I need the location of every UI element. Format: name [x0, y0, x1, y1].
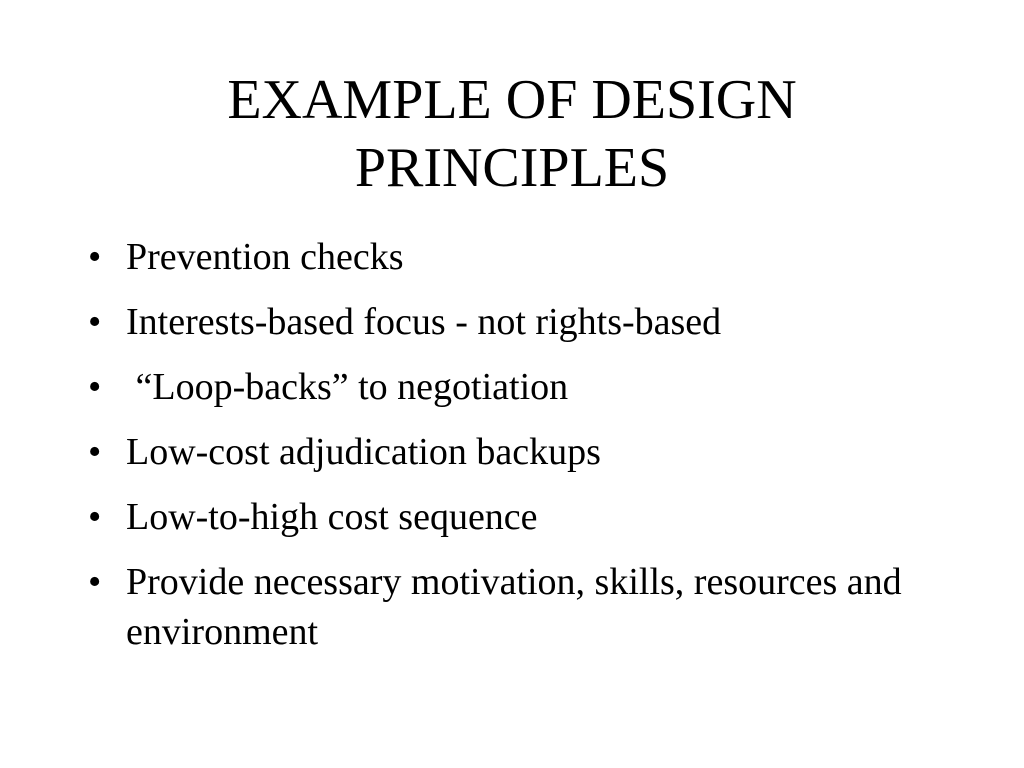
bullet-icon: •	[88, 301, 102, 343]
bullet-icon: •	[88, 431, 102, 473]
bullet-text: Low-cost adjudication backups	[126, 431, 601, 473]
bullet-item	[88, 557, 948, 657]
bullet-item	[88, 427, 948, 477]
bullet-item	[88, 362, 948, 412]
bullet-item	[88, 492, 948, 542]
bullet-item	[88, 297, 948, 347]
slide-title	[0, 66, 1024, 202]
slide-title-line-1: EXAMPLE OF DESIGN	[227, 69, 797, 131]
bullet-text: Provide necessary motivation, skills, resources and environment	[126, 561, 912, 653]
bullet-icon: •	[88, 561, 102, 603]
slide-title-line-2: PRINCIPLES	[354, 137, 670, 199]
bullet-text: “Loop-backs” to negotiation	[126, 366, 569, 408]
bullet-text: Low-to-high cost sequence	[126, 496, 538, 538]
bullet-icon: •	[88, 366, 102, 408]
bullet-icon: •	[88, 496, 102, 538]
bullet-text: Prevention checks	[126, 236, 404, 278]
bullet-list	[88, 232, 948, 672]
bullet-text: Interests-based focus - not rights-based	[126, 301, 722, 343]
bullet-item	[88, 232, 948, 282]
bullet-icon: •	[88, 236, 102, 278]
